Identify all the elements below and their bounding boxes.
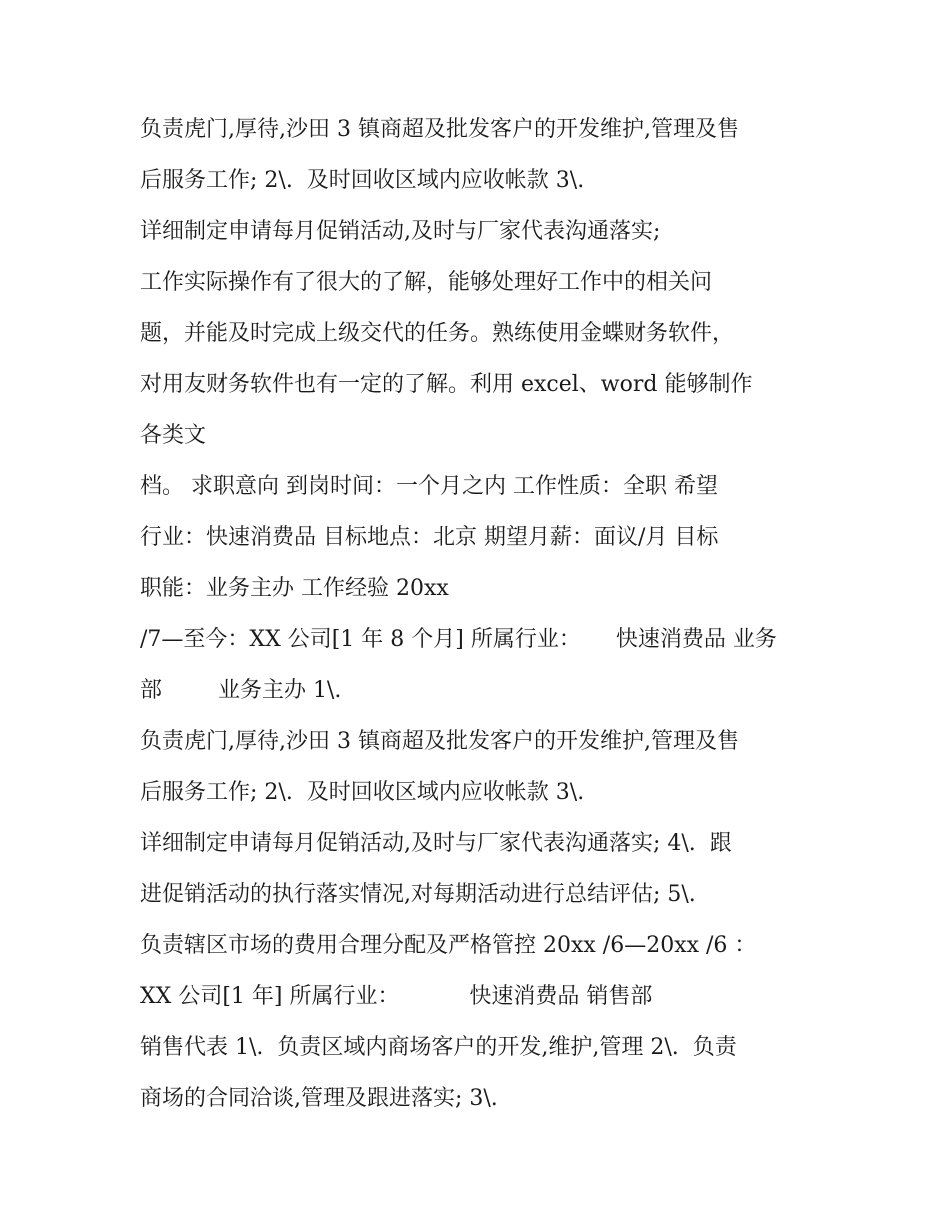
text-line: 行业：快速消费品 目标地点：北京 期望月薪：面议/月 目标	[140, 525, 719, 550]
text-line: 题，并能及时完成上级交代的任务。熟练使用金蝶财务软件，	[140, 321, 735, 346]
text-line: /7—至今：XX 公司[1 年 8 个月] 所属行业： 快速消费品 业务	[140, 627, 777, 652]
text-line: 部 业务主办 1\.	[140, 678, 342, 703]
text-line: 负责虎门,厚待,沙田 3 镇商超及批发客户的开发维护,管理及售	[140, 729, 739, 754]
text-line: 工作实际操作有了很大的了解，能够处理好工作中的相关问	[140, 270, 713, 295]
text-line: 销售代表 1\. 负责区域内商场客户的开发,维护,管理 2\. 负责	[140, 1035, 737, 1060]
text-line: 档。 求职意向 到岗时间：一个月之内 工作性质：全职 希望	[140, 474, 718, 499]
text-line: 各类文	[140, 423, 207, 448]
text-line: XX 公司[1 年] 所属行业： 快速消费品 销售部	[140, 984, 653, 1009]
text-line: 职能：业务主办 工作经验 20xx	[140, 576, 449, 601]
text-line: 后服务工作; 2\. 及时回收区域内应收帐款 3\.	[140, 780, 585, 805]
text-line: 详细制定申请每月促销活动,及时与厂家代表沟通落实; 4\. 跟	[140, 831, 732, 856]
text-line: 后服务工作; 2\. 及时回收区域内应收帐款 3\.	[140, 168, 585, 193]
text-line: 详细制定申请每月促销活动,及时与厂家代表沟通落实;	[140, 219, 661, 244]
text-line: 进促销活动的执行落实情况,对每期活动进行总结评估; 5\.	[140, 882, 696, 907]
text-line: 对用友财务软件也有一定的了解。利用 excel、word 能够制作	[140, 372, 753, 397]
document-body	[140, 104, 830, 1124]
text-line: 商场的合同洽谈,管理及跟进落实; 3\.	[140, 1086, 498, 1111]
text-line: 负责辖区市场的费用合理分配及严格管控 20xx /6—20xx /6 ：	[140, 933, 757, 958]
text-line: 负责虎门,厚待,沙田 3 镇商超及批发客户的开发维护,管理及售	[140, 117, 739, 142]
